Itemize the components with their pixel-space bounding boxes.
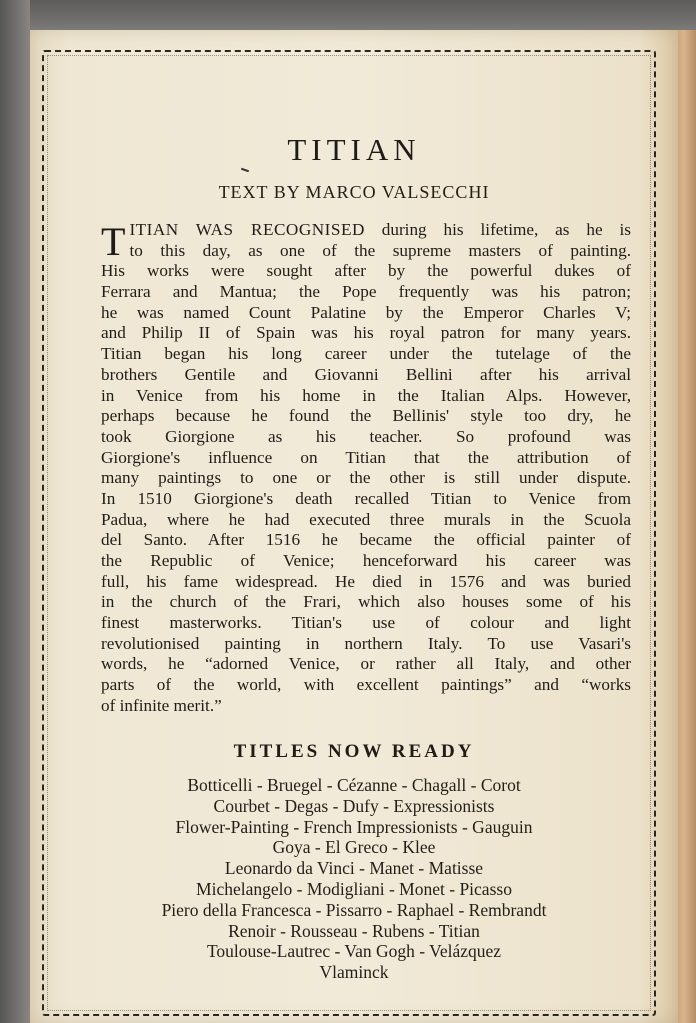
- body-line: took Giorgione as his teacher. So profound was: [101, 426, 631, 446]
- book-page: [30, 30, 678, 1023]
- body-line: finest masterworks. Titian's use of colour and light: [101, 613, 631, 633]
- body-line: revolutionised painting in northern Italy. To use Vasari's: [101, 633, 631, 653]
- drop-cap: T: [101, 219, 126, 264]
- intro-smallcaps: ITIAN WAS RECOGNISED: [129, 220, 365, 239]
- scan-background-top: [0, 0, 696, 30]
- body-line: in Venice from his home in the Italian Alps. However,: [101, 385, 631, 405]
- body-line: Titian began his long career under the tutelage of the: [101, 344, 631, 364]
- body-line: [101, 220, 631, 241]
- body-line: del Santo. After 1516 he became the official painter of: [101, 530, 631, 550]
- body-line: parts of the world, with excellent paintings” and “works: [101, 675, 631, 695]
- body-line: brothers Gentile and Giovanni Bellini after his arrival: [101, 364, 631, 384]
- titles-line: Leonardo da Vinci - Manet - Matisse: [224, 858, 484, 879]
- titles-line: Piero della Francesca - Pissarro - Raphael - Rembrandt: [161, 899, 547, 920]
- body-line: the Republic of Venice; henceforward his career was: [101, 551, 631, 570]
- next-page-edge: [676, 30, 696, 1023]
- body-line: perhaps because he found the Bellinis' style too dry, he: [101, 406, 631, 426]
- scan-background-left: [0, 0, 30, 1023]
- titles-list: [30, 775, 678, 983]
- page-title: TITIAN: [287, 132, 421, 167]
- titles-heading: TITLES NOW READY: [233, 741, 475, 762]
- titles-line: Renoir - Rousseau - Rubens - Titian: [228, 920, 480, 941]
- body-line-text: during his lifetime, as he is: [364, 220, 631, 239]
- body-line: Ferrara and Mantua; the Pope frequently was his patron;: [101, 282, 631, 302]
- biography-text: [101, 220, 631, 717]
- titles-line: Vlaminck: [319, 962, 389, 983]
- titles-line: Toulouse-Lautrec - Van Gogh - Velázquez: [206, 941, 502, 962]
- titles-line: Michelangelo - Modigliani - Monet - Picasso: [196, 878, 512, 899]
- body-line: in the church of the Frari, which also houses some of his: [101, 592, 631, 612]
- body-line: full, his fame widespread. He died in 1576 and was buried: [101, 571, 631, 591]
- author-byline: TEXT BY MARCO VALSECCHI: [218, 182, 490, 202]
- titles-line: Goya - El Greco - Klee: [272, 837, 436, 858]
- body-line: Giorgione's influence on Titian that the attribution of: [101, 447, 631, 467]
- titles-line: Courbet - Degas - Dufy - Expressionists: [213, 795, 495, 816]
- titles-line: Flower-Painting - French Impressionists - Gauguin: [175, 816, 533, 837]
- body-line: many paintings to one or the other is still under dispute.: [101, 468, 631, 488]
- body-line: Padua, where he had executed three murals in the Scuola: [101, 509, 631, 529]
- body-line: words, he “adorned Venice, or rather all Italy, and other: [101, 654, 631, 674]
- body-line: he was named Count Palatine by the Emperor Charles V;: [101, 302, 631, 322]
- body-line: to this day, as one of the supreme masters of painting.: [129, 240, 631, 260]
- body-line: In 1510 Giorgione's death recalled Titian to Venice from: [101, 488, 631, 508]
- body-line: His works were sought after by the powerful dukes of: [101, 261, 631, 281]
- body-line: and Philip II of Spain was his royal patron for many years.: [101, 323, 631, 343]
- titles-line: Botticelli - Bruegel - Cézanne - Chagall - Corot: [187, 775, 521, 795]
- body-line: of infinite merit.”: [101, 695, 222, 715]
